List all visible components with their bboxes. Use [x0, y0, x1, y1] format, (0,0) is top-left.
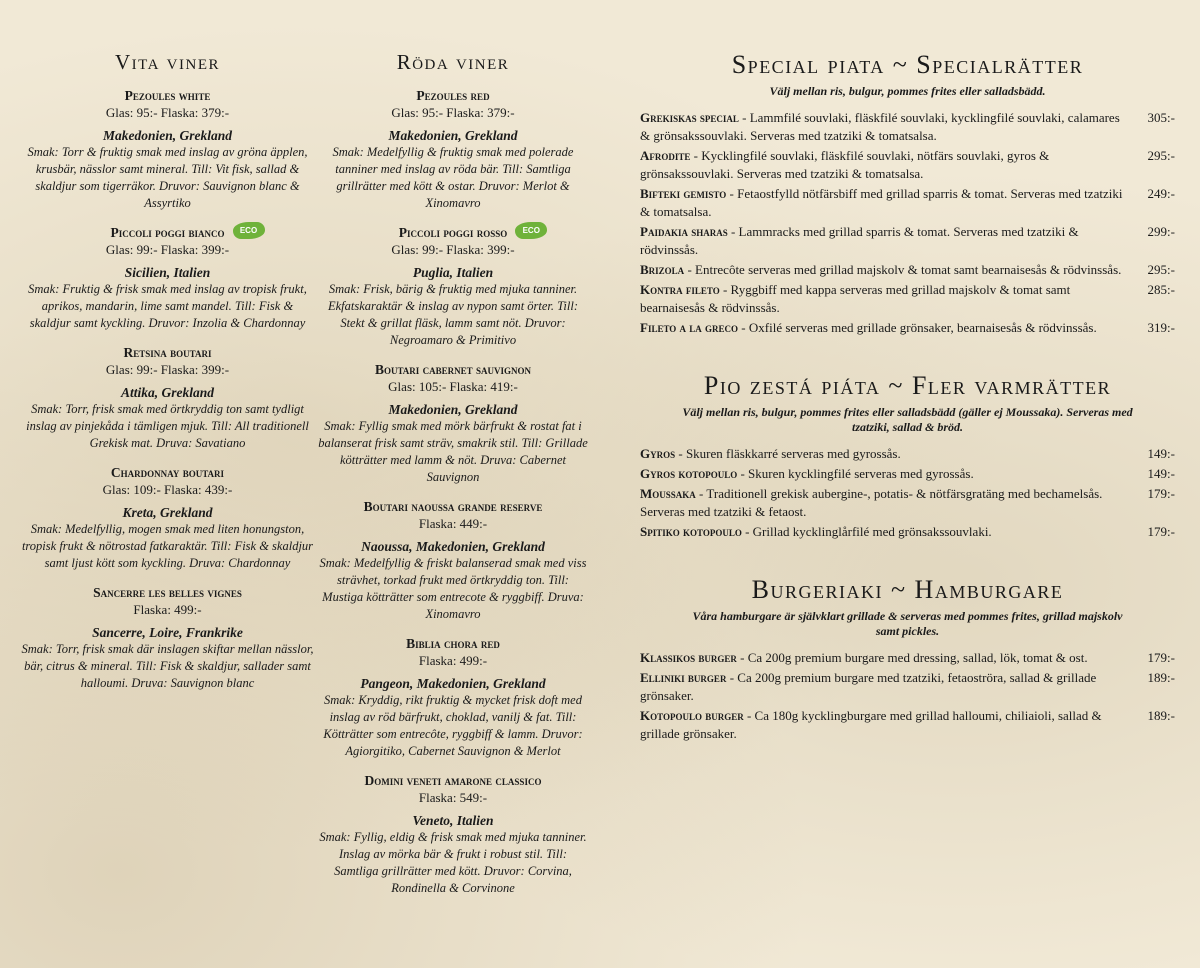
- dish-name: Moussaka: [640, 486, 696, 501]
- dish-description: - Skuren kycklingfilé serveras med gyrossås.: [737, 466, 974, 481]
- wine-region: Attika, Grekland: [120, 385, 214, 400]
- wine-name-row: [318, 361, 588, 379]
- special-subtitle: Välj mellan ris, bulgur, pommes frites eller salladsbädd.: [769, 84, 1046, 98]
- special-dish-list: [640, 109, 1175, 337]
- dish-description: - Oxfilé serveras med grillade grönsaker, bearnaisesås & rödvinssås.: [738, 320, 1097, 335]
- dish-name: Elliniki burger: [640, 670, 727, 685]
- dish-name: Spitiko kotopoulo: [640, 524, 742, 539]
- red-wines-title: Röda viner: [396, 50, 510, 74]
- wine-price: Flaska: 499:-: [418, 653, 488, 668]
- dish-text: [640, 147, 1125, 183]
- dish-description: - Lammfilé souvlaki, fläskfilé souvlaki, kycklingfilé souvlaki, calamares & grönsakssouvlaki. Serveras med tzatziki & tomatsalsa.: [640, 110, 1120, 143]
- wine-price: Flaska: 449:-: [418, 516, 488, 531]
- dish-description: - Ryggbiff med kappa serveras med grillad majskolv & tomat samt bearnaisesås & rödvinssås.: [640, 282, 1071, 315]
- dish-row: [640, 707, 1175, 743]
- wine-name-row: [20, 224, 315, 242]
- wine-region: Naoussa, Makedonien, Grekland: [361, 539, 545, 554]
- wine-name: Pezoules red: [416, 88, 490, 103]
- dish-name: Kotopoulo burger: [640, 708, 744, 723]
- wine-item: [20, 87, 315, 212]
- wine-name: Piccoli poggi bianco ECO: [110, 225, 224, 241]
- pio-subtitle: Välj mellan ris, bulgur, pommes frites eller salladsbädd (gäller ej Moussaka). Serveras med tzatziki, sallad & bröd.: [682, 405, 1133, 434]
- wine-description: Smak: Torr, frisk smak där inslagen skiftar mellan nässlor, bär, citrus & mineral. Till: Fisk & skaldjur, sallader samt halloumi. Druva: Sauvignon blanc: [21, 642, 314, 690]
- wine-item: [318, 224, 588, 349]
- dish-description: - Entrecôte serveras med grillad majskolv & tomat samt bearnaisesås & rödvinssås.: [684, 262, 1122, 277]
- dish-row: [640, 485, 1175, 521]
- dish-price: 285:-: [1147, 282, 1175, 297]
- dish-text: [640, 223, 1125, 259]
- dish-row: [640, 465, 1175, 483]
- dish-price: 179:-: [1147, 650, 1175, 665]
- wine-region: Pangeon, Makedonien, Grekland: [360, 676, 546, 691]
- wine-price: Flaska: 549:-: [418, 790, 488, 805]
- dish-price: 319:-: [1147, 320, 1175, 335]
- wine-item: [318, 772, 588, 897]
- pio-title: Pio zestá piáta ~ Fler varmrätter: [703, 371, 1112, 400]
- wine-region: Sicilien, Italien: [124, 265, 211, 280]
- wine-name-row: [20, 584, 315, 602]
- wine-item: [20, 344, 315, 452]
- wine-name: Pezoules white: [124, 88, 211, 103]
- dish-description: - Ca 200g premium burgare med dressing, sallad, lök, tomat & ost.: [736, 650, 1088, 665]
- dish-price: 189:-: [1147, 708, 1175, 723]
- dishes-column: [640, 50, 1175, 773]
- wine-price: Glas: 109:- Flaska: 439:-: [102, 482, 233, 497]
- wine-name-row: [318, 635, 588, 653]
- dish-text: [640, 281, 1125, 317]
- dish-price: 249:-: [1147, 186, 1175, 201]
- wine-item: [318, 87, 588, 212]
- wine-description: Smak: Frisk, bärig & fruktig med mjuka tanniner. Ekfatskaraktär & inslag av nypon samt örter. Till: Stekt & grillat fläsk, lamm samt nöt. Druvor: Negroamaro & Primitivo: [328, 282, 578, 347]
- wine-region: Puglia, Italien: [412, 265, 494, 280]
- dish-text: [640, 649, 1125, 667]
- wine-item: [20, 464, 315, 572]
- wine-region: Makedonien, Grekland: [388, 402, 518, 417]
- dish-row: [640, 649, 1175, 667]
- wine-description: Smak: Fyllig smak med mörk bärfrukt & rostat fat i balanserat frisk samt sträv, smakrik stil. Till: Grillade kötträtter med lamm & nöt. Druva: Cabernet Sauvignon: [318, 419, 588, 484]
- dish-price: 149:-: [1147, 466, 1175, 481]
- wine-description: Smak: Medelfyllig & friskt balanserad smak med viss strävhet, torkad frukt med örtkryddig ton. Till: Mustiga kötträtter som entrecote & ryggbiff. Druva: Xinomavro: [319, 556, 587, 621]
- dish-description: - Fetaostfylld nötfärsbiff med grillad sparris & tomat. Serveras med tzatziki & tomatsalsa.: [640, 186, 1123, 219]
- wine-region: Sancerre, Loire, Frankrike: [92, 625, 243, 640]
- dish-price: 295:-: [1147, 148, 1175, 163]
- wine-name: Retsina boutari: [123, 345, 212, 360]
- wine-region: Kreta, Grekland: [122, 505, 213, 520]
- dish-name: Bifteki gemisto: [640, 186, 727, 201]
- wine-name-row: [318, 87, 588, 105]
- wine-name-row: [20, 344, 315, 362]
- dish-row: [640, 147, 1175, 183]
- dish-description: - Traditionell grekisk aubergine-, potatis- & nötfärsgratäng med bechamelsås. Serveras med tzatziki & fetaost.: [640, 486, 1103, 519]
- wine-name-row: [318, 772, 588, 790]
- dish-price: 305:-: [1147, 110, 1175, 125]
- wine-item: [20, 224, 315, 332]
- dish-text: [640, 319, 1125, 337]
- wine-description: Smak: Fyllig, eldig & frisk smak med mjuka tanniner. Inslag av mörka bär & frukt i robust stil. Till: Samtliga grillrätter med kött. Druvor: Corvina, Rondinella & Corvinone: [319, 830, 587, 895]
- special-section: [640, 50, 1175, 337]
- dish-text: [640, 523, 1125, 541]
- dish-price: 299:-: [1147, 224, 1175, 239]
- eco-badge-icon: ECO: [233, 222, 265, 239]
- wine-item: [20, 584, 315, 692]
- wine-name: Domini veneti amarone classico: [364, 773, 542, 788]
- wine-description: Smak: Fruktig & frisk smak med inslag av tropisk frukt, aprikos, mandarin, lime samt mandel. Till: Fisk & skaldjur samt kyckling. Druvor: Inzolia & Chardonnay: [28, 282, 307, 330]
- dish-name: Kontra fileto: [640, 282, 720, 297]
- dish-name: Gyros: [640, 446, 676, 461]
- wine-region: Makedonien, Grekland: [102, 128, 232, 143]
- burger-dish-list: [640, 649, 1175, 743]
- wine-name: Sancerre les belles vignes: [93, 585, 242, 600]
- wine-name-row: [20, 464, 315, 482]
- dish-row: [640, 669, 1175, 705]
- white-wines-column: [20, 50, 315, 704]
- wine-name: Boutari naoussa grande reserve: [363, 499, 543, 514]
- wine-name: Boutari cabernet sauvignon: [374, 362, 532, 377]
- dish-text: [640, 707, 1125, 743]
- wine-name-row: [318, 224, 588, 242]
- wine-region: Makedonien, Grekland: [388, 128, 518, 143]
- wine-price: Glas: 99:- Flaska: 399:-: [391, 242, 515, 257]
- dish-text: [640, 445, 1125, 463]
- dish-price: 179:-: [1147, 524, 1175, 539]
- dish-name: Klassikos burger: [640, 650, 737, 665]
- dish-text: [640, 669, 1125, 705]
- dish-row: [640, 523, 1175, 541]
- wine-item: [318, 361, 588, 486]
- dish-price: 295:-: [1147, 262, 1175, 277]
- white-wines-list: [20, 87, 315, 692]
- dish-name: Fileto a la greco: [640, 320, 739, 335]
- dish-row: [640, 319, 1175, 337]
- dish-text: [640, 465, 1125, 483]
- wine-price: Glas: 105:- Flaska: 419:-: [388, 379, 518, 394]
- wine-name: Chardonnay boutari: [110, 465, 225, 480]
- dish-row: [640, 109, 1175, 145]
- special-title: Special piata ~ Specialrätter: [731, 50, 1084, 79]
- dish-text: [640, 109, 1125, 145]
- wine-name-row: [318, 498, 588, 516]
- dish-price: 179:-: [1147, 486, 1175, 501]
- dish-name: Brizola: [640, 262, 685, 277]
- dish-name: Gyros kotopoulo: [640, 466, 738, 481]
- wine-name-row: [20, 87, 315, 105]
- white-wines-title: Vita viner: [114, 50, 221, 74]
- wine-description: Smak: Medelfyllig & fruktig smak med polerade tanniner med inslag av röda bär. Till: Samtliga grillrätter med kött & ostar. Druvor: Merlot & Xinomavro: [332, 145, 574, 210]
- dish-row: [640, 261, 1175, 279]
- wine-region: Veneto, Italien: [412, 813, 494, 828]
- wine-description: Smak: Torr & fruktig smak med inslag av gröna äpplen, krusbär, nässlor samt mineral. Till: Vit fisk, sallad & skaldjur som tigerräkor. Druvor: Sauvignon blanc & Assyrtiko: [27, 145, 308, 210]
- dish-price: 189:-: [1147, 670, 1175, 685]
- dish-name: Grekiskas special: [640, 110, 739, 125]
- dish-description: - Lammracks med grillad sparris & tomat. Serveras med tzatziki & rödvinssås.: [640, 224, 1079, 257]
- dish-name: Afrodite: [640, 148, 691, 163]
- dish-row: [640, 185, 1175, 221]
- wine-name: Piccoli poggi rosso ECO: [399, 225, 508, 241]
- red-wines-list: [318, 87, 588, 897]
- dish-description: - Ca 200g premium burgare med tzatziki, fetaoströra, sallad & grillade grönsaker.: [640, 670, 1097, 703]
- wine-price: Flaska: 499:-: [133, 602, 202, 617]
- wine-description: Smak: Kryddig, rikt fruktig & mycket frisk doft med inslag av röd bärfrukt, choklad, vanilj & fat. Till: Kötträtter som entrecôte, ryggbiff & lamm. Druvor: Agiorgitiko, Cabernet Sauvignon & Merlot: [323, 693, 583, 758]
- burger-title: Burgeriaki ~ Hamburgare: [751, 575, 1064, 604]
- dish-row: [640, 223, 1175, 259]
- wine-price: Glas: 99:- Flaska: 399:-: [105, 242, 230, 257]
- dish-description: - Ca 180g kycklingburgare med grillad halloumi, chiliaioli, sallad & grillade grönsaker.: [640, 708, 1102, 741]
- wine-item: [318, 498, 588, 623]
- dish-name: Paidakia sharas: [640, 224, 728, 239]
- dish-description: - Skuren fläskkarré serveras med gyrossås.: [675, 446, 901, 461]
- wine-price: Glas: 99:- Flaska: 399:-: [105, 362, 230, 377]
- dish-text: [640, 261, 1125, 279]
- wine-item: [318, 635, 588, 760]
- dish-text: [640, 185, 1125, 221]
- dish-price: 149:-: [1147, 446, 1175, 461]
- wine-price: Glas: 95:- Flaska: 379:-: [391, 105, 515, 120]
- red-wines-column: [318, 50, 588, 909]
- dish-description: - Grillad kycklinglårfilé med grönsakssouvlaki.: [741, 524, 992, 539]
- wine-description: Smak: Medelfyllig, mogen smak med liten honungston, tropisk frukt & nötrostad fatkaraktär. Till: Fisk & skaldjur samt ljust kött som kyckling. Druva: Chardonnay: [21, 522, 314, 570]
- pio-dish-list: [640, 445, 1175, 541]
- dish-row: [640, 445, 1175, 463]
- burger-section: [640, 575, 1175, 743]
- dish-description: - Kycklingfilé souvlaki, fläskfilé souvlaki, nötfärs souvlaki, gyros & grönsakssouvlaki. Serveras med tzatziki & tomatsalsa.: [640, 148, 1050, 181]
- wine-name: Biblia chora red: [406, 636, 500, 651]
- pio-section: [640, 371, 1175, 541]
- dish-row: [640, 281, 1175, 317]
- wine-price: Glas: 95:- Flaska: 379:-: [105, 105, 230, 120]
- burger-subtitle: Våra hamburgare är självklart grillade & serveras med pommes frites, grillad majskolv samt pickles.: [692, 609, 1123, 638]
- dish-text: [640, 485, 1125, 521]
- wine-description: Smak: Torr, frisk smak med örtkryddig ton samt tydligt inslag av pinjekåda i tämligen mjuk. Till: All traditionell Grekisk mat. Druva: Savatiano: [26, 402, 309, 450]
- eco-badge-icon: ECO: [515, 222, 547, 239]
